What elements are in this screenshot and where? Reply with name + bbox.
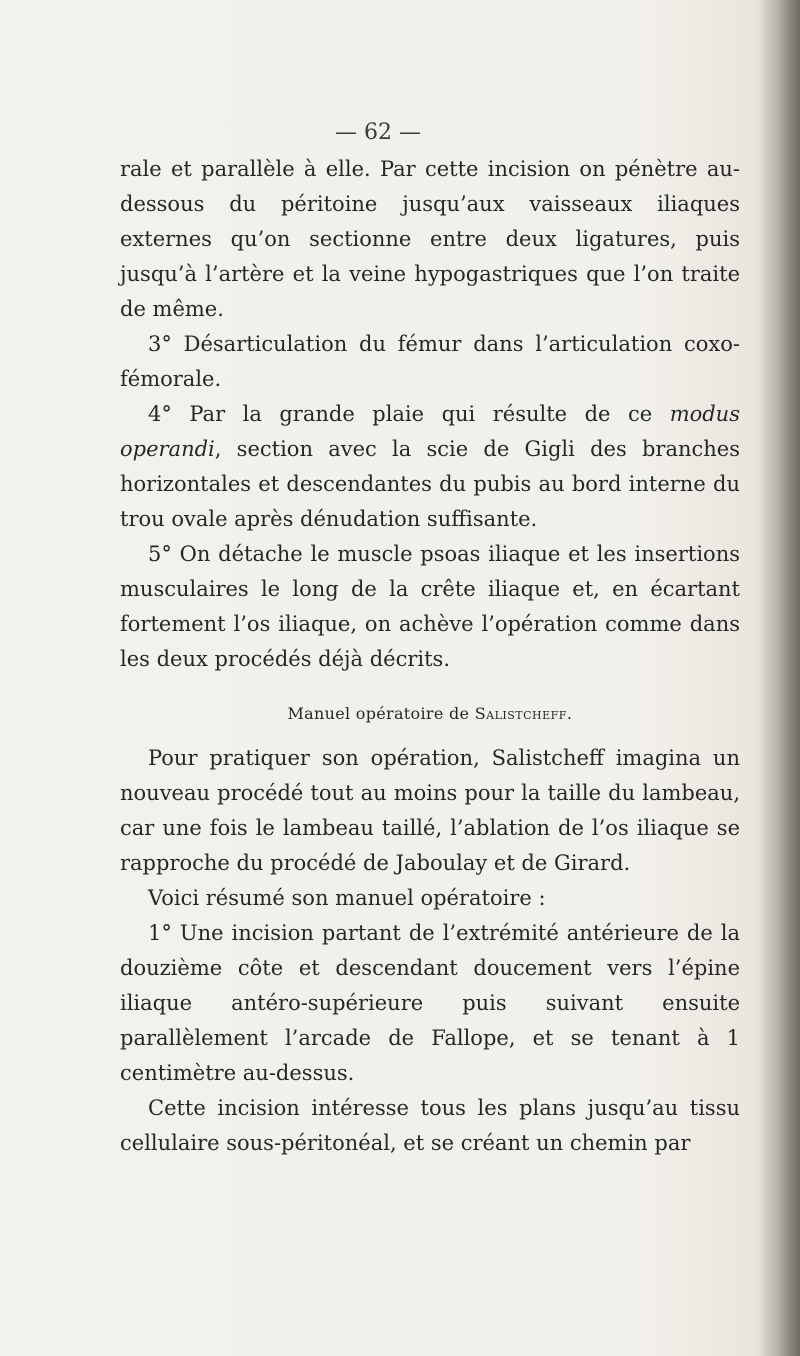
paragraph-step-4 <box>120 397 740 537</box>
step-4-text-start: 4° Par la grande plaie qui résulte de ce <box>148 402 670 426</box>
paragraph-incision-planes: Cette incision intéresse tous les plans jusqu’au tissu cellulaire sous-péritonéal, et se créant un chemin par <box>120 1096 740 1155</box>
paragraph-salistcheff-intro: Pour pratiquer son opération, Salistcheff imagina un nouveau procédé tout au moins pour la taille du lambeau, car une fois le lambeau taillé, l’ablation de l’os iliaque se rapproche du procédé de Jaboulay et de Girard. <box>120 746 740 875</box>
paragraph-continuation: rale et parallèle à elle. Par cette incision on pénètre au-dessous du péritoine jusqu’aux vaisseaux iliaques externes qu’on sectionne entre deux ligatures, puis jusqu’à l’artère et la veine hypogastriques que l’on traite de même. <box>120 157 740 321</box>
paragraph-summary-intro: Voici résumé son manuel opératoire : <box>148 886 546 910</box>
paragraph-step-5: 5° On détache le muscle psoas iliaque et les insertions musculaires le long de la crête iliaque et, en écartant fortement l’os iliaque, on achève l’opération comme dans les deux procédés déjà décrits. <box>120 542 740 671</box>
page-edge-shadow <box>758 0 800 1356</box>
section-heading-prefix: Manuel opératoire de <box>287 704 475 723</box>
section-heading <box>120 701 740 727</box>
section-heading-author: Salistcheff. <box>474 704 573 723</box>
page-number: — 62 — <box>335 120 421 145</box>
step-4-italic-term: modus operandi <box>120 402 740 461</box>
page-body <box>120 152 740 1161</box>
paragraph-step-1: 1° Une incision partant de l’extrémité antérieure de la douzième côte et descendant doucement vers l’épine iliaque antéro-supérieure puis suivant ensuite parallèlement l’arcade de Fallope, et se tenant à 1 centimètre au-dessus. <box>120 921 740 1085</box>
paragraph-step-3: 3° Désarticulation du fémur dans l’articulation coxo-fémorale. <box>120 332 740 391</box>
step-4-text-end: , section avec la scie de Gigli des branches horizontales et descendantes du pubis au bord interne du trou ovale après dénudation suffisante. <box>120 437 740 531</box>
